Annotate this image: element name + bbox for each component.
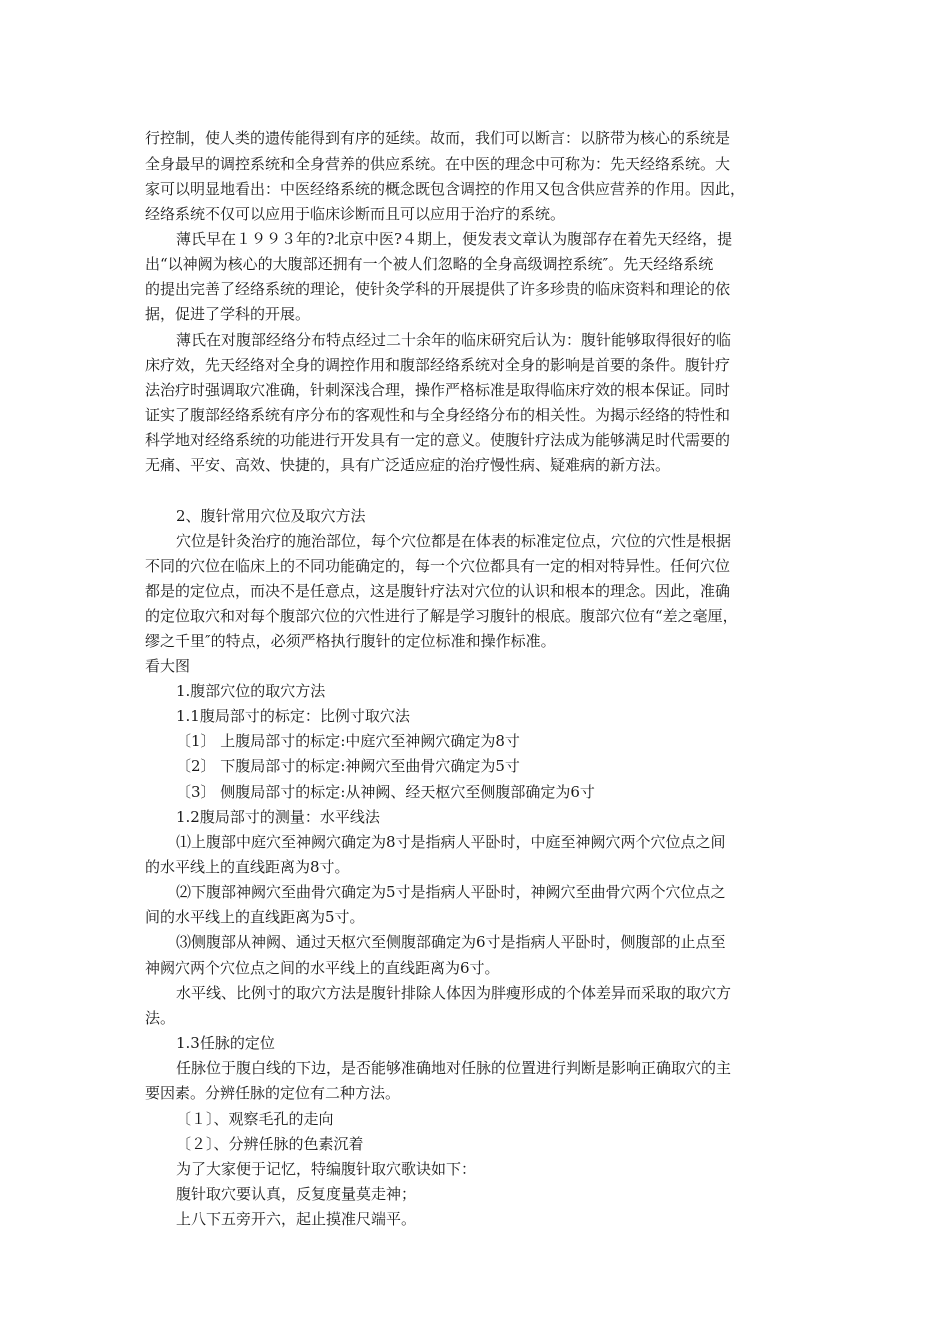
section-2-heading: 2、腹针常用穴位及取穴方法 — [176, 507, 366, 525]
item-1-2-2-line: ⑵下腹部神阙穴至曲骨穴确定为5寸是指病人平卧时，神阙穴至曲骨穴两个穴位点之 — [176, 883, 726, 901]
paragraph-2-line: 薄氏早在１９９３年的?北京中医?４期上，便发表文章认为腹部存在着先天经络，提 — [176, 230, 733, 248]
paragraph-4-line: 都是的定位点，而决不是任意点，这是腹针疗法对穴位的认识和根本的理念。因此，准确 — [145, 582, 731, 600]
item-1-2-1-line: 的水平线上的直线距离为8寸。 — [145, 858, 350, 876]
list-item: 〔２〕、分辨任脉的色素沉着 — [176, 1135, 364, 1153]
list-item: 〔2〕 下腹局部寸的标定:神阙穴至曲骨穴确定为5寸 — [176, 757, 520, 775]
paragraph-1-line: 经络系统不仅可以应用于临床诊断而且可以应用于治疗的系统。 — [145, 205, 566, 223]
see-large-image-link[interactable]: 看大图 — [145, 657, 191, 675]
paragraph-2-line: 出“以神阙为核心的大腹部还拥有一个被人们忽略的全身高级调控系统″。先天经络系统 — [145, 255, 714, 273]
paragraph-3-line: 无痛、平安、高效、快捷的，具有广泛适应症的治疗慢性病、疑难病的新方法。 — [145, 456, 671, 474]
paragraph-6-line: 要因素。分辨任脉的定位有二种方法。 — [145, 1084, 401, 1102]
list-item: 〔1〕 上腹局部寸的标定:中庭穴至神阙穴确定为8寸 — [176, 732, 520, 750]
list-item: 〔１〕、观察毛孔的走向 — [176, 1110, 334, 1128]
paragraph-6-line: 任脉位于腹白线的下边，是否能够准确地对任脉的位置进行判断是影响正确取穴的主 — [176, 1059, 732, 1077]
paragraph-3-line: 薄氏在对腹部经络分布特点经过二十余年的临床研究后认为：腹针能够取得很好的临 — [176, 331, 732, 349]
paragraph-2-line: 据，促进了学科的开展。 — [145, 305, 311, 323]
item-1-2-3-line: 神阙穴两个穴位点之间的水平线上的直线距离为6寸。 — [145, 959, 500, 977]
mnemonic-line: 腹针取穴要认真，反复度量莫走神； — [176, 1185, 417, 1203]
item-1-2-2-line: 间的水平线上的直线距离为5寸。 — [145, 908, 365, 926]
paragraph-4-line: 的定位取穴和对每个腹部穴位的穴性进行了解是学习腹针的根底。腹部穴位有“差之毫厘， — [145, 607, 738, 625]
heading-1: 1.腹部穴位的取穴方法 — [176, 682, 326, 700]
paragraph-4-line: 不同的穴位在临床上的不同功能确定的，每一个穴位都具有一定的相对特异性。任何穴位 — [145, 557, 731, 575]
mnemonic-intro: 为了大家便于记忆，特编腹针取穴歌诀如下： — [176, 1160, 477, 1178]
paragraph-3-line: 床疗效，先天经络对全身的调控作用和腹部经络系统对全身的影响是首要的条件。腹针疗 — [145, 356, 731, 374]
paragraph-5-line: 水平线、比例寸的取穴方法是腹针排除人体因为胖瘦形成的个体差异而采取的取穴方 — [176, 984, 732, 1002]
paragraph-3-line: 科学地对经络系统的功能进行开发具有一定的意义。使腹针疗法成为能够满足时代需要的 — [145, 431, 731, 449]
heading-1-1: 1.1腹局部寸的标定：比例寸取穴法 — [176, 707, 410, 725]
item-1-2-1-line: ⑴上腹部中庭穴至神阙穴确定为8寸是指病人平卧时，中庭至神阙穴两个穴位点之间 — [176, 833, 726, 851]
mnemonic-line: 上八下五旁开六，起止摸准尺端平。 — [176, 1210, 417, 1228]
paragraph-5-line: 法。 — [145, 1009, 176, 1027]
paragraph-1-line: 行控制，使人类的遗传能得到有序的延续。故而，我们可以断言：以脐带为核心的系统是 — [145, 129, 731, 147]
paragraph-4-line: 缪之千里″的特点，必须严格执行腹针的定位标准和操作标准。 — [145, 632, 556, 650]
item-1-2-3-line: ⑶侧腹部从神阙、通过天枢穴至侧腹部确定为6寸是指病人平卧时，侧腹部的止点至 — [176, 933, 726, 951]
heading-1-2: 1.2腹局部寸的测量：水平线法 — [176, 808, 380, 826]
list-item: 〔3〕 侧腹局部寸的标定:从神阙、经天枢穴至侧腹部确定为6寸 — [176, 783, 595, 801]
paragraph-3-line: 证实了腹部经络系统有序分布的客观性和与全身经络分布的相关性。为揭示经络的特性和 — [145, 406, 731, 424]
heading-1-3: 1.3任脉的定位 — [176, 1034, 275, 1052]
paragraph-2-line: 的提出完善了经络系统的理论，使针灸学科的开展提供了许多珍贵的临床资料和理论的依 — [145, 280, 731, 298]
paragraph-3-line: 法治疗时强调取穴准确，针刺深浅合理，操作严格标准是取得临床疗效的根本保证。同时 — [145, 381, 731, 399]
paragraph-1-line: 家可以明显地看出：中医经络系统的概念既包含调控的作用又包含供应营养的作用。因此， — [145, 180, 746, 198]
paragraph-4-line: 穴位是针灸治疗的施治部位，每个穴位都是在体表的标准定位点，穴位的穴性是根据 — [176, 532, 732, 550]
paragraph-1-line: 全身最早的调控系统和全身营养的供应系统。在中医的理念中可称为：先天经络系统。大 — [145, 155, 731, 173]
